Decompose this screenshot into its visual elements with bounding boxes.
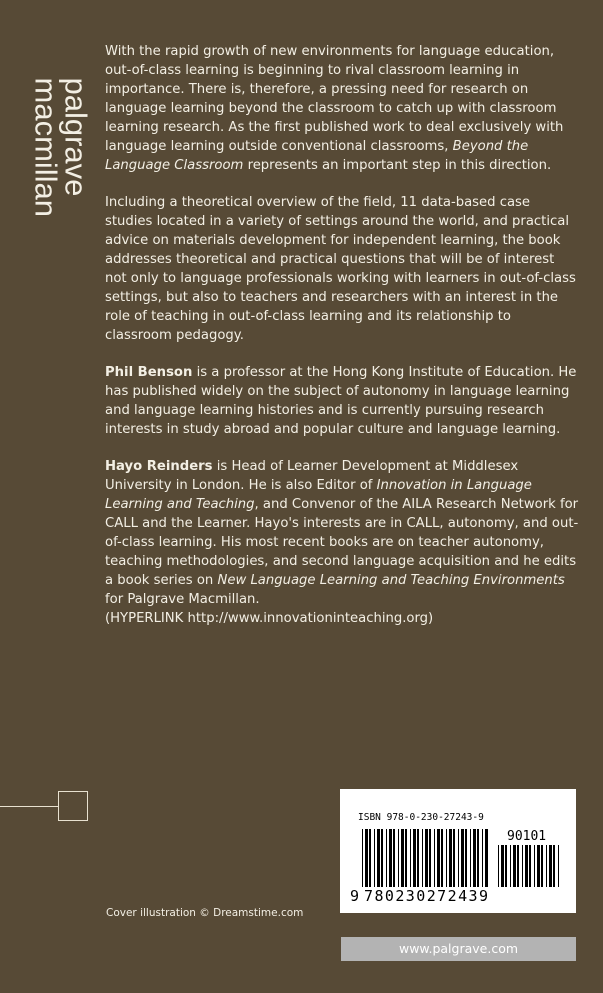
barcode-bar: [501, 845, 504, 887]
barcode-bar: [458, 829, 459, 887]
cover-illustration-credit: Cover illustration © Dreamstime.com: [106, 907, 304, 919]
barcode-bar: [365, 829, 368, 887]
barcode-bar: [410, 829, 411, 887]
barcode-bar: [541, 845, 543, 887]
addon-barcode-bars: [498, 845, 559, 887]
barcode-bar: [449, 829, 452, 887]
barcode-bar: [477, 829, 479, 887]
back-cover-blurb: [105, 42, 580, 646]
barcode-bar: [381, 829, 383, 887]
barcode-bar: [510, 845, 511, 887]
barcode-bar: [441, 829, 443, 887]
barcode-bar: [553, 845, 555, 887]
barcode-bar: [546, 845, 547, 887]
barcode-bar: [398, 829, 399, 887]
blurb-paragraph-2: Including a theoretical overview of the field, 11 data-based case studies located in a variety of settings around the world, and practical advice on materials development for independent learning, the book addresses theoretical and practical questions that will be of interest not only to language professionals working with learners in out-of-class settings, but also to teachers and researchers with an interest in the role of teaching in out-of-class learning and its relationship to classroom pedagogy.: [105, 195, 576, 343]
barcode-bar: [422, 829, 423, 887]
price-code: 90101: [507, 829, 547, 844]
barcode-bar: [401, 829, 404, 887]
series-title: New Language Learning and Teaching Environments: [217, 573, 565, 588]
barcode-bar: [529, 845, 531, 887]
barcode-bar: [513, 845, 516, 887]
barcode-bar: [429, 829, 431, 887]
barcode-bar: [534, 845, 535, 887]
logo-line-palgrave: palgrave: [58, 77, 94, 197]
palgrave-macmillan-logo: [20, 40, 95, 218]
blurb-paragraph-1: [105, 42, 580, 175]
barcode-bar: [446, 829, 447, 887]
author-bio-benson: [105, 363, 580, 439]
barcode-graphic: [340, 789, 576, 913]
barcode-bar: [417, 829, 419, 887]
barcode-bar: [558, 845, 559, 887]
main-barcode-bars: [362, 829, 488, 887]
journal-title: Innovation in Language Learning and Teaching: [105, 478, 532, 512]
isbn-barcode: [340, 789, 576, 913]
book-title: Beyond the Language Classroom: [105, 139, 529, 173]
ean-first-digit: 9: [350, 887, 360, 905]
reinders-bio-text-2: , and Convenor of the AILA Research Network for CALL and the Learner. Hayo's interests are in CALL, autonomy, and out-of-class learning. His most recent books are on teacher autonomy, teaching methodologies, and second language acquisition and he edits a book series on: [105, 497, 579, 588]
author-name-benson: Phil Benson: [105, 365, 193, 380]
barcode-bar: [522, 845, 523, 887]
barcode-bar: [425, 829, 428, 887]
barcode-bar: [485, 829, 488, 887]
barcode-bar: [437, 829, 440, 887]
p1-text-before: With the rapid growth of new environments for language education, out-of-class learning is beginning to rival classroom learning in importance. There is, therefore, a pressing need for research on language learning beyond the classroom to catch up with classroom learning research. As the first published work to deal exclusively with language learning outside conventional classrooms,: [105, 44, 564, 154]
author-name-reinders: Hayo Reinders: [105, 459, 213, 474]
barcode-bar: [386, 829, 387, 887]
barcode-bar: [405, 829, 407, 887]
barcode-bar: [413, 829, 416, 887]
barcode-bar: [389, 829, 392, 887]
barcode-bar: [525, 845, 528, 887]
benson-bio-text: is a professor at the Hong Kong Institute of Education. He has published widely on the subject of autonomy in language learning and language learning histories and is currently pursuing research interests in study abroad and popular culture and language learning.: [105, 365, 577, 437]
logo-wordmark: [20, 40, 95, 218]
barcode-bar: [470, 829, 471, 887]
barcode-bar: [461, 829, 464, 887]
logo-line-macmillan: macmillan: [28, 77, 64, 218]
decorative-line: [0, 806, 58, 807]
barcode-bar: [393, 829, 395, 887]
isbn-label: ISBN 978-0-230-27243-9: [358, 812, 484, 823]
barcode-bar: [374, 829, 375, 887]
barcode-bar: [505, 845, 507, 887]
barcode-bar: [453, 829, 455, 887]
barcode-bar: [549, 845, 552, 887]
hyperlink-text[interactable]: (HYPERLINK http://www.innovationinteaching.org): [105, 611, 434, 626]
author-bio-reinders: [105, 457, 580, 628]
reinders-bio-text-1: is Head of Learner Development at Middlesex University in London. He is also Editor of: [105, 459, 519, 493]
decorative-square: [58, 791, 88, 821]
barcode-bar: [465, 829, 467, 887]
barcode-bar: [377, 829, 380, 887]
ean-digits: 780230272439: [364, 887, 488, 905]
p1-text-after: represents an important step in this direction.: [243, 158, 552, 173]
barcode-bar: [517, 845, 519, 887]
barcode-bar: [473, 829, 476, 887]
reinders-bio-text-3: for Palgrave Macmillan.: [105, 592, 260, 607]
barcode-bar: [537, 845, 540, 887]
barcode-bar: [369, 829, 371, 887]
barcode-bar: [498, 845, 499, 887]
barcode-bar: [434, 829, 435, 887]
barcode-bar: [362, 829, 363, 887]
publisher-url[interactable]: www.palgrave.com: [341, 937, 576, 961]
barcode-bar: [482, 829, 483, 887]
